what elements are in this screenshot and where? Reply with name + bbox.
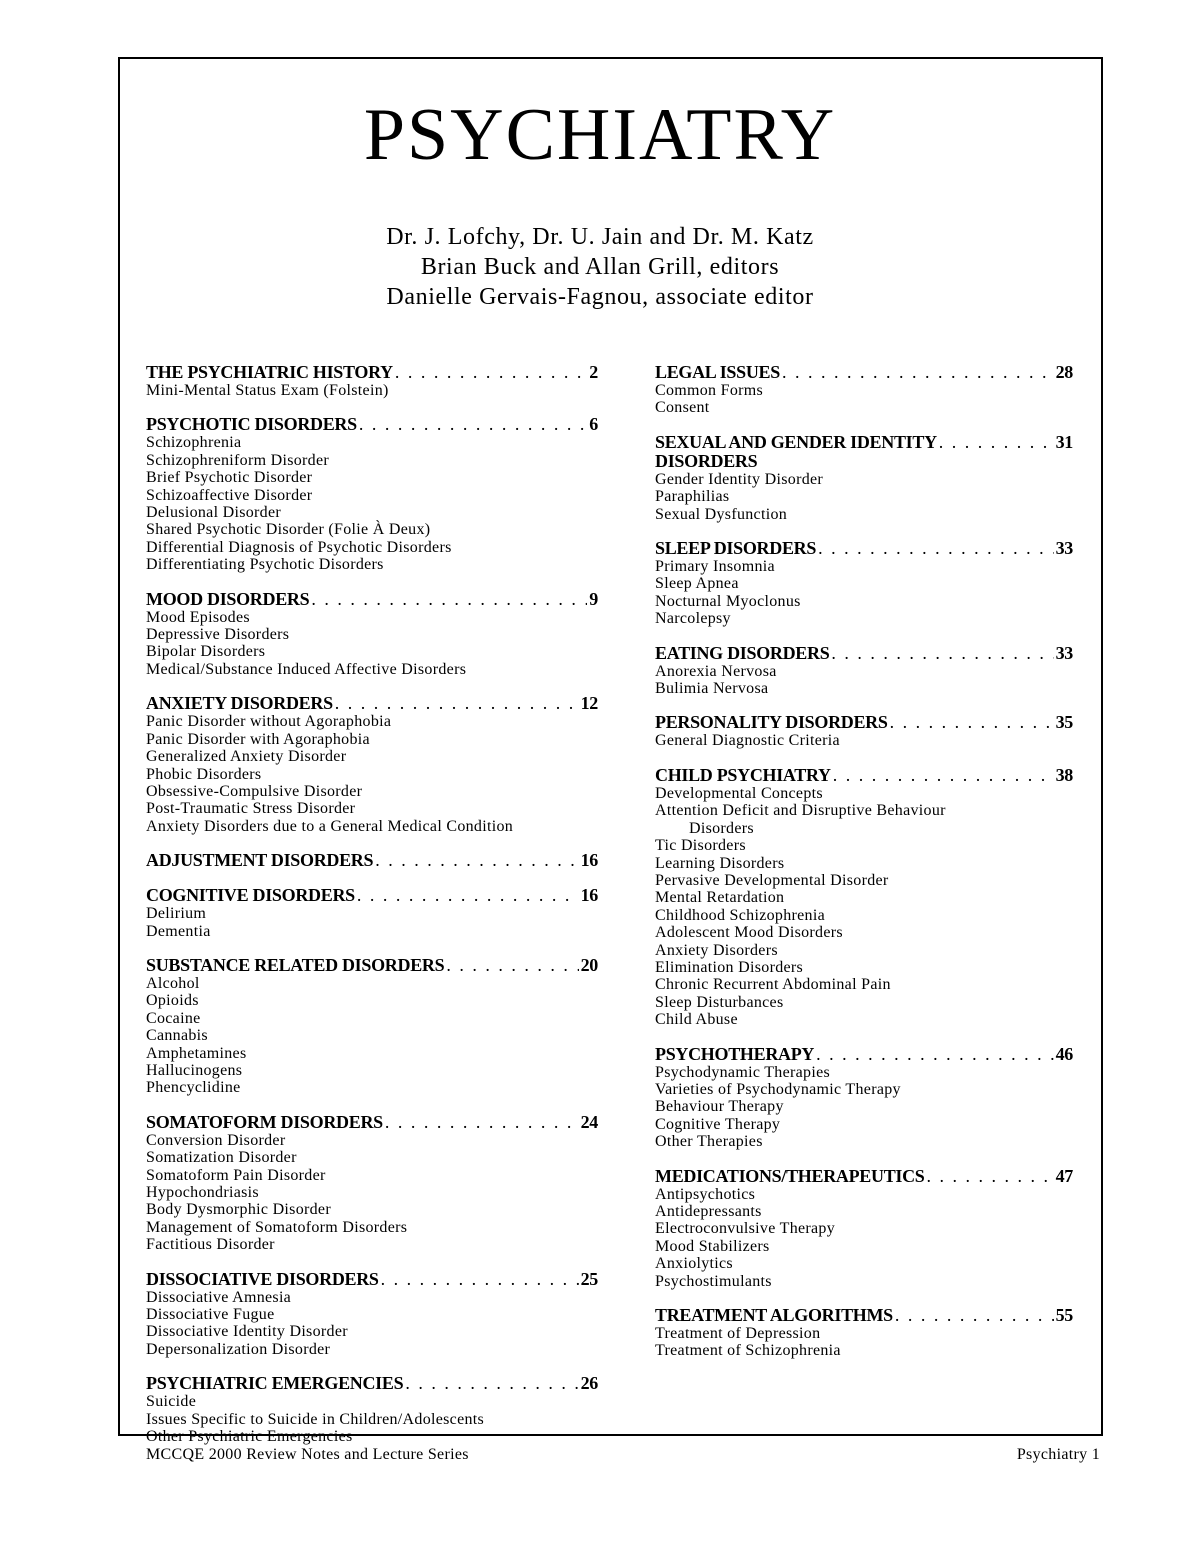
section-title: COGNITIVE DISORDERS bbox=[146, 885, 355, 906]
topic-item: Post-Traumatic Stress Disorder bbox=[146, 800, 356, 818]
toc-section bbox=[146, 693, 598, 835]
toc-section bbox=[655, 362, 1073, 417]
topic-item: Factitious Disorder bbox=[146, 1236, 275, 1254]
toc-section bbox=[146, 955, 598, 1097]
section-page-number: 28 bbox=[1055, 362, 1073, 382]
topic-item: Opioids bbox=[146, 992, 199, 1010]
topic-item: Delirium bbox=[146, 905, 207, 923]
topic-item: Cannabis bbox=[146, 1027, 208, 1045]
section-topic-list bbox=[146, 1393, 598, 1445]
section-title: ANXIETY DISORDERS bbox=[146, 693, 333, 714]
section-page-number: 16 bbox=[580, 885, 598, 906]
section-page-number: 33 bbox=[1055, 642, 1073, 663]
topic-item: Anxiety Disorders due to a General Medical Condition bbox=[146, 817, 514, 835]
toc-section bbox=[655, 1044, 1073, 1151]
document-title: PSYCHIATRY bbox=[363, 94, 837, 176]
topic-item: Sleep Apnea bbox=[655, 575, 739, 593]
topic-item: Varieties of Psychodynamic Therapy bbox=[655, 1080, 901, 1098]
dot-leader bbox=[381, 1269, 579, 1289]
topic-item: Adolescent Mood Disorders bbox=[655, 924, 843, 942]
topic-item: Other Therapies bbox=[655, 1133, 763, 1151]
dot-leader bbox=[311, 589, 587, 609]
topic-item: Primary Insomnia bbox=[655, 558, 775, 576]
toc-section-heading bbox=[146, 1269, 598, 1289]
topic-item: Amphetamines bbox=[146, 1044, 247, 1062]
section-title: SLEEP DISORDERS bbox=[655, 538, 817, 559]
section-title: LEGAL ISSUES bbox=[655, 362, 780, 382]
topic-item: Elimination Disorders bbox=[655, 958, 804, 976]
dot-leader bbox=[927, 1166, 1054, 1186]
section-title: SEXUAL AND GENDER IDENTITY bbox=[655, 431, 937, 452]
topic-item: Alcohol bbox=[146, 974, 200, 992]
topic-item: Dementia bbox=[146, 922, 211, 940]
section-page-number: 20 bbox=[580, 954, 598, 975]
footer-page-label: Psychiatry 1 bbox=[1016, 1446, 1100, 1463]
dot-leader bbox=[782, 362, 1054, 382]
toc-section bbox=[146, 1373, 598, 1445]
toc-section-heading bbox=[146, 1373, 598, 1393]
topic-item: Differentiating Psychotic Disorders bbox=[146, 556, 384, 574]
author-line: Danielle Gervais-Fagnou, associate editor bbox=[386, 284, 814, 310]
topic-item: Electroconvulsive Therapy bbox=[655, 1220, 836, 1238]
section-title: MEDICATIONS/THERAPEUTICS bbox=[655, 1165, 925, 1186]
topic-item: Developmental Concepts bbox=[655, 784, 823, 802]
section-page-number: 6 bbox=[589, 414, 598, 435]
topic-item: Phencyclidine bbox=[146, 1079, 241, 1097]
toc-section bbox=[655, 765, 1073, 1029]
dot-leader bbox=[385, 1112, 579, 1132]
section-page-number: 38 bbox=[1055, 764, 1073, 785]
topic-item: Phobic Disorders bbox=[146, 765, 262, 783]
section-page-number: 55 bbox=[1055, 1305, 1073, 1326]
toc-section-heading bbox=[655, 432, 1073, 452]
section-page-number: 2 bbox=[589, 362, 598, 382]
topic-item: Conversion Disorder bbox=[146, 1131, 286, 1149]
toc-section bbox=[146, 414, 598, 573]
toc-left-column bbox=[146, 362, 598, 1460]
topic-item: Somatization Disorder bbox=[146, 1149, 297, 1167]
section-topic-list bbox=[655, 1186, 1073, 1290]
author-block bbox=[0, 222, 1200, 312]
topic-item: Bipolar Disorders bbox=[146, 643, 266, 661]
toc-section bbox=[146, 850, 598, 870]
toc-section-heading bbox=[655, 765, 1073, 785]
topic-item: Antipsychotics bbox=[655, 1185, 756, 1203]
toc-section-heading bbox=[655, 712, 1073, 732]
topic-item: Bulimia Nervosa bbox=[655, 680, 769, 698]
toc-section bbox=[655, 643, 1073, 698]
author-line: Dr. J. Lofchy, Dr. U. Jain and Dr. M. Katz bbox=[386, 224, 814, 250]
section-topic-list bbox=[655, 663, 1073, 698]
topic-item: Panic Disorder without Agoraphobia bbox=[146, 713, 392, 731]
dot-leader bbox=[405, 1373, 578, 1393]
dot-leader bbox=[335, 693, 579, 713]
toc-section-heading bbox=[655, 643, 1073, 663]
toc-section bbox=[146, 362, 598, 399]
section-topic-list bbox=[146, 1132, 598, 1254]
toc-section bbox=[655, 1166, 1073, 1290]
section-page-number: 12 bbox=[580, 693, 598, 714]
topic-item: Cocaine bbox=[146, 1009, 201, 1027]
dot-leader bbox=[359, 414, 587, 434]
toc-section-heading bbox=[655, 1044, 1073, 1064]
topic-item: Hallucinogens bbox=[146, 1061, 243, 1079]
topic-item: Common Forms bbox=[655, 382, 764, 399]
topic-item: Anxiety Disorders bbox=[655, 941, 778, 959]
topic-item: Paraphilias bbox=[655, 488, 730, 506]
section-title: DISSOCIATIVE DISORDERS bbox=[146, 1268, 379, 1289]
topic-item: Nocturnal Myoclonus bbox=[655, 592, 801, 610]
section-topic-list bbox=[146, 609, 598, 679]
topic-item: Mini-Mental Status Exam (Folstein) bbox=[146, 382, 389, 399]
topic-item: Dissociative Fugue bbox=[146, 1306, 275, 1324]
topic-item: Anorexia Nervosa bbox=[655, 662, 777, 680]
section-title: SOMATOFORM DISORDERS bbox=[146, 1111, 383, 1132]
toc-section-heading bbox=[146, 589, 598, 609]
section-topic-list bbox=[655, 732, 1073, 749]
section-page-number: 16 bbox=[580, 850, 598, 871]
toc-section bbox=[146, 589, 598, 679]
topic-item: Body Dysmorphic Disorder bbox=[146, 1201, 331, 1219]
topic-item: Mood Episodes bbox=[146, 608, 250, 626]
topic-item: Mood Stabilizers bbox=[655, 1237, 770, 1255]
toc-section-heading bbox=[655, 362, 1073, 382]
topic-item: Learning Disorders bbox=[655, 854, 785, 872]
toc-section-heading bbox=[146, 693, 598, 713]
toc-section bbox=[146, 885, 598, 940]
topic-item: Disorders bbox=[689, 819, 754, 837]
section-title-continued: DISORDERS bbox=[655, 450, 758, 471]
topic-item: Depressive Disorders bbox=[146, 626, 290, 644]
section-title: PERSONALITY DISORDERS bbox=[655, 712, 888, 733]
topic-item: Psychostimulants bbox=[655, 1272, 772, 1290]
toc-section-heading bbox=[655, 1305, 1073, 1325]
section-title: CHILD PSYCHIATRY bbox=[655, 764, 831, 785]
section-title: PSYCHIATRIC EMERGENCIES bbox=[146, 1373, 404, 1394]
section-page-number: 9 bbox=[589, 588, 598, 609]
section-title: MOOD DISORDERS bbox=[146, 588, 310, 609]
topic-item: Medical/Substance Induced Affective Disorders bbox=[146, 660, 467, 678]
toc-section-heading bbox=[655, 538, 1073, 558]
section-topic-list bbox=[655, 785, 1073, 1029]
toc-section bbox=[655, 538, 1073, 628]
dot-leader bbox=[446, 955, 578, 975]
section-title: SUBSTANCE RELATED DISORDERS bbox=[146, 954, 445, 975]
dot-leader bbox=[831, 643, 1053, 663]
toc-section bbox=[655, 432, 1073, 523]
toc-section-heading bbox=[146, 955, 598, 975]
topic-item: Child Abuse bbox=[655, 1011, 738, 1029]
dot-leader bbox=[818, 538, 1054, 558]
topic-item: Schizophrenia bbox=[146, 434, 242, 452]
toc-right-column bbox=[655, 362, 1073, 1375]
dot-leader bbox=[833, 765, 1054, 785]
topic-item: Brief Psychotic Disorder bbox=[146, 469, 313, 487]
topic-item: Other Psychiatric Emergencies bbox=[146, 1428, 353, 1446]
topic-item: Sexual Dysfunction bbox=[655, 505, 788, 523]
topic-item: Chronic Recurrent Abdominal Pain bbox=[655, 976, 891, 994]
toc-section-heading bbox=[146, 1112, 598, 1132]
dot-leader bbox=[939, 432, 1054, 452]
topic-item: Schizophreniform Disorder bbox=[146, 451, 330, 469]
topic-item: Generalized Anxiety Disorder bbox=[146, 748, 347, 766]
topic-item: Pervasive Developmental Disorder bbox=[655, 871, 889, 889]
author-line: Brian Buck and Allan Grill, editors bbox=[420, 254, 780, 280]
section-page-number: 26 bbox=[580, 1373, 598, 1394]
topic-item: Somatoform Pain Disorder bbox=[146, 1166, 326, 1184]
dot-leader bbox=[895, 1305, 1054, 1325]
topic-item: Obsessive-Compulsive Disorder bbox=[146, 782, 363, 800]
topic-item: Cognitive Therapy bbox=[655, 1115, 781, 1133]
toc-section bbox=[146, 1112, 598, 1254]
section-topic-list bbox=[146, 713, 598, 835]
footer-series: MCCQE 2000 Review Notes and Lecture Series bbox=[146, 1446, 469, 1463]
topic-item: Panic Disorder with Agoraphobia bbox=[146, 730, 370, 748]
section-title: PSYCHOTHERAPY bbox=[655, 1043, 815, 1064]
section-topic-list bbox=[655, 1325, 1073, 1360]
section-topic-list bbox=[655, 1064, 1073, 1151]
topic-item: Tic Disorders bbox=[655, 837, 746, 855]
topic-item: Suicide bbox=[146, 1393, 197, 1411]
topic-item: General Diagnostic Criteria bbox=[655, 732, 840, 750]
toc-section-heading bbox=[655, 1166, 1073, 1186]
topic-item: Attention Deficit and Disruptive Behaviour bbox=[655, 802, 946, 820]
section-page-number: 35 bbox=[1055, 712, 1073, 733]
topic-item: Treatment of Schizophrenia bbox=[655, 1342, 841, 1360]
topic-item: Dissociative Amnesia bbox=[146, 1288, 292, 1306]
topic-item: Consent bbox=[655, 399, 710, 417]
dot-leader bbox=[395, 362, 587, 382]
section-title: TREATMENT ALGORITHMS bbox=[655, 1305, 893, 1326]
section-page-number: 33 bbox=[1055, 538, 1073, 559]
toc-section-heading bbox=[146, 362, 598, 382]
toc-section bbox=[146, 1269, 598, 1359]
toc-section-heading bbox=[146, 885, 598, 905]
topic-item: Narcolepsy bbox=[655, 610, 731, 628]
topic-item: Delusional Disorder bbox=[146, 504, 282, 522]
topic-item: Management of Somatoform Disorders bbox=[146, 1218, 408, 1236]
dot-leader bbox=[890, 712, 1054, 732]
topic-item: Mental Retardation bbox=[655, 889, 785, 907]
section-page-number: 46 bbox=[1055, 1043, 1073, 1064]
topic-item: Anxiolytics bbox=[655, 1255, 733, 1273]
topic-item: Gender Identity Disorder bbox=[655, 470, 824, 488]
dot-leader bbox=[375, 850, 578, 870]
section-topic-list bbox=[655, 558, 1073, 628]
section-topic-list bbox=[655, 382, 1073, 417]
topic-item: Differential Diagnosis of Psychotic Disorders bbox=[146, 538, 452, 556]
section-page-number: 25 bbox=[580, 1268, 598, 1289]
topic-item: Hypochondriasis bbox=[146, 1184, 259, 1201]
section-topic-list bbox=[146, 975, 598, 1097]
toc-section-heading bbox=[146, 414, 598, 434]
topic-item: Sleep Disturbances bbox=[655, 993, 784, 1011]
topic-item: Behaviour Therapy bbox=[655, 1098, 784, 1116]
section-topic-list bbox=[146, 905, 598, 940]
section-title: EATING DISORDERS bbox=[655, 642, 830, 663]
section-topic-list bbox=[146, 434, 598, 573]
topic-item: Treatment of Depression bbox=[655, 1325, 821, 1343]
topic-item: Psychodynamic Therapies bbox=[655, 1063, 831, 1081]
toc-section-heading bbox=[146, 850, 598, 870]
section-topic-list bbox=[146, 382, 598, 399]
section-title: THE PSYCHIATRIC HISTORY bbox=[146, 362, 393, 382]
topic-item: Shared Psychotic Disorder (Folie À Deux) bbox=[146, 521, 431, 539]
section-page-number: 31 bbox=[1055, 431, 1073, 452]
toc-section bbox=[655, 1305, 1073, 1360]
section-page-number: 24 bbox=[580, 1111, 598, 1132]
section-topic-list bbox=[146, 1289, 598, 1359]
topic-item: Issues Specific to Suicide in Children/Adolescents bbox=[146, 1410, 485, 1428]
section-title: PSYCHOTIC DISORDERS bbox=[146, 414, 357, 435]
section-page-number: 47 bbox=[1055, 1165, 1073, 1186]
topic-item: Dissociative Identity Disorder bbox=[146, 1323, 348, 1341]
topic-item: Antidepressants bbox=[655, 1203, 762, 1220]
section-title: ADJUSTMENT DISORDERS bbox=[146, 850, 374, 871]
topic-item: Childhood Schizophrenia bbox=[655, 906, 825, 924]
toc-section bbox=[655, 712, 1073, 749]
dot-leader bbox=[816, 1044, 1053, 1064]
dot-leader bbox=[357, 885, 579, 905]
section-topic-list bbox=[655, 471, 1073, 523]
topic-item: Schizoaffective Disorder bbox=[146, 486, 313, 504]
topic-item: Depersonalization Disorder bbox=[146, 1340, 331, 1358]
